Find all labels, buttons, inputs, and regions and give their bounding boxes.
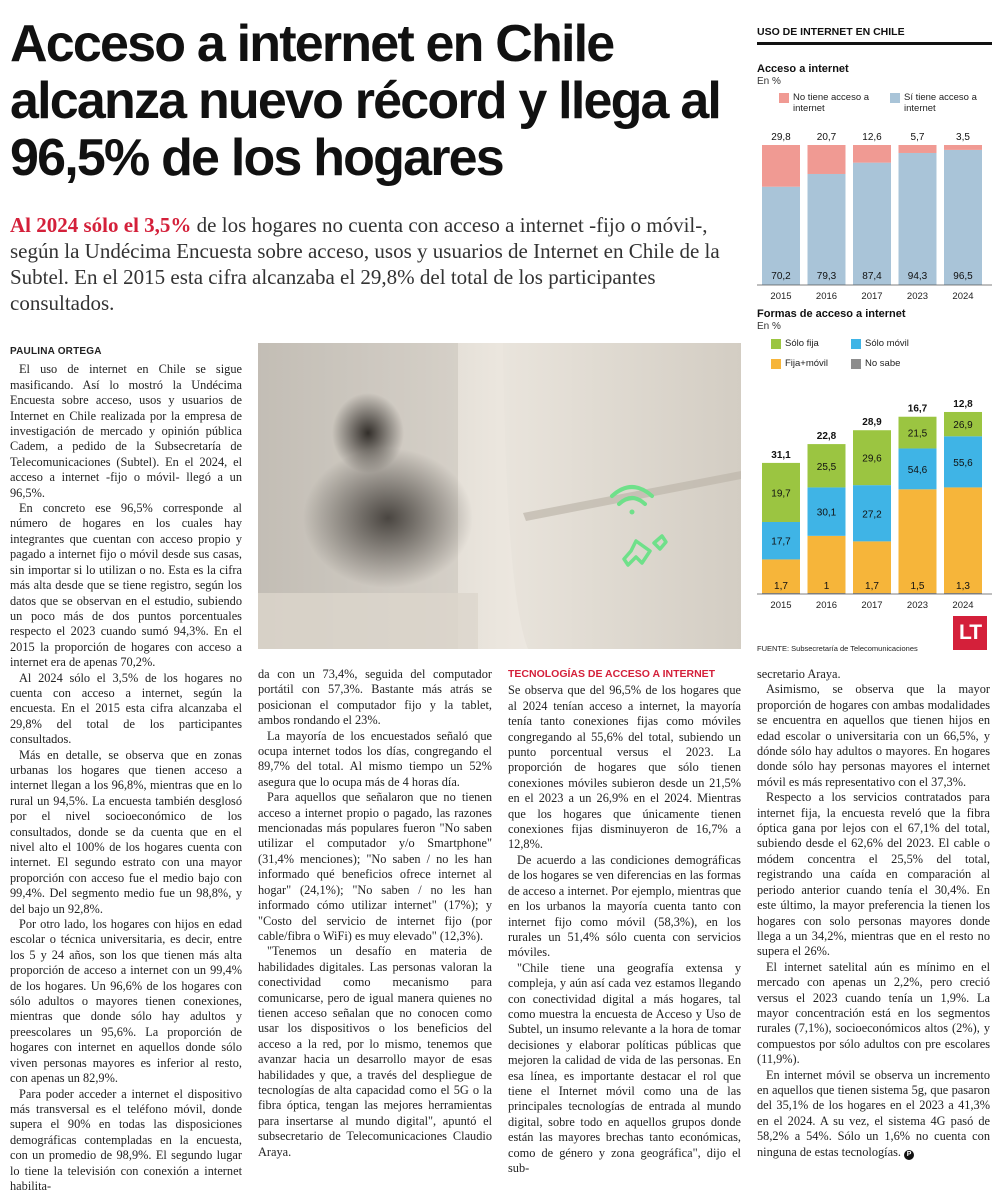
- data-label: 54,6: [908, 465, 928, 476]
- bar-segment-no-tiene-acceso: [808, 145, 846, 174]
- data-label: 1: [824, 581, 830, 592]
- bar-segment-si-tiene-acceso: [944, 150, 982, 285]
- legend-item: [779, 92, 874, 114]
- x-tick-label: 2023: [907, 600, 928, 611]
- bar-segment-no-tiene-acceso: [899, 145, 937, 153]
- paragraph: De acuerdo a las condiciones demográficas de los hogares se ven diferencias en las formas de acceso a internet. Por ejemplo, mientras que en los urbanos la mayoría cuenta tanto con internet fijo como móvil (58,3%), en los rurales un 51,4% sólo cuenta con servicios móviles.: [508, 853, 741, 961]
- chart-1-title: Acceso a internet: [757, 63, 849, 75]
- data-label: 31,1: [771, 450, 791, 461]
- data-label: 26,9: [953, 420, 973, 431]
- x-tick-label: 2016: [816, 600, 837, 611]
- x-tick-label: 2015: [770, 600, 791, 611]
- data-label: 12,6: [862, 132, 882, 143]
- paragraph-text: En internet móvil se observa un incremento en aquellos que tienen sistema 5g, que pasaron del 35,1% de los hogares en el 2023 a 41,3% en el 2024. A su vez, el sistema 4G pasó de 58,2% a 54%. Sólo un 1,6% no cuenta con ninguna de estas tecnologías.: [757, 1068, 990, 1159]
- x-tick-label: 2024: [952, 291, 973, 302]
- paragraph: secretario Araya.: [757, 667, 990, 682]
- paragraph: El internet satelital aún es mínimo en el mercado con apenas un 2,2%, pero creció versus el 2023 cuando tenía un 1,9%. La mayor concentración está en los segmentos rurales (7,1%), socioeconómicos altos (2%), y compuestos por sólo adultos con pre escolares (11,9%).: [757, 960, 990, 1068]
- paragraph: La mayoría de los encuestados señaló que ocupa internet todos los días, congregando el 89,7% del total. Al mismo tiempo un 52% asegura que lo ocupa más de 4 horas día.: [258, 729, 492, 791]
- chart-formas-acceso: [757, 372, 992, 612]
- data-label: 12,8: [953, 399, 973, 410]
- data-label: 28,9: [862, 417, 882, 428]
- paragraph: Más en detalle, se observa que en zonas urbanas los hogares que tienen acceso a internet llegan a los 96,8%, mientras que en lo rural un 94,5%. La encuesta también desglosó por el nivel socioeconómico de los consultados, donde se da cuenta que en el nivel alto el 100% de los hogares cuenta con internet. El segundo estrato con una mayor proporción con acceso fue el medio bajo con 99,4%. Del segmento medio fue un 98,8%, y del bajo un 92,8%.: [10, 748, 242, 917]
- legend-item: [851, 338, 909, 349]
- data-label: 5,7: [911, 132, 925, 143]
- legend-swatch: [851, 359, 861, 369]
- data-label: 87,4: [862, 271, 882, 282]
- paragraph: Asimismo, se observa que la mayor proporción de hogares con ambas modalidades se encuentra en aquellos que tienen hijos en edad escolar o universitaria con un 66,5%, y dónde sólo hay adultos o mayores. En hogares donde sólo hay personas mayores el internet móvil es más representativo con el 37,3%.: [757, 682, 990, 790]
- bar-segment-no-tiene-acceso: [944, 145, 982, 150]
- data-label: 29,8: [771, 132, 791, 143]
- bar-segment-si-tiene-acceso: [853, 163, 891, 285]
- data-label: 55,6: [953, 458, 973, 469]
- bar-segment-fija-móvil: [899, 489, 937, 593]
- chart-acceso-internet: [757, 120, 992, 305]
- source-note: FUENTE: Subsecretaría de Telecomunicaciones: [757, 644, 918, 653]
- body-column-4: [757, 667, 990, 1160]
- data-label: 20,7: [817, 132, 837, 143]
- paragraph: "Chile tiene una geografía extensa y compleja, y aún así cada vez estamos llegando con conectividad digital a más hogares, tal como muestra la encuesta de Acceso y Uso de Subtel, un insumo relevante a la hora de tomar decisiones y elaborar políticas públicas que mejoren la calidad de vida de las personas. En esa línea, es importante destacar el rol que tiene el Internet móvil como una de las principales tecnologías de entrada al mundo digital, sobre todo en aquellos grupos donde están las mayores brechas tanto económicas, como de género y zona geográfica", dijo el sub-: [508, 961, 741, 1177]
- paragraph: [757, 1068, 990, 1160]
- data-label: 1,7: [865, 581, 879, 592]
- legend-swatch: [851, 339, 861, 349]
- legend-label: No tiene acceso a internet: [793, 92, 874, 114]
- legend-swatch: [771, 359, 781, 369]
- paragraph: "Tenemos un desafío en materia de habilidades digitales. Las personas valoran la conectividad como mecanismo para comunicarse, pero de igual manera quienes no tienen acceso señalan que no conocen como usar los dispositivos o los beneficios del acceso a la red, por lo mismo, tenemos que avanzar hacia un desarrollo mayor de esas habilidades y que, a través del despliegue de tecnologías de alta capacidad como el 5G o la fibra óptica, tengan las mejores herramientas para insertarse al mundo digital", apuntó el subsecretario de Telecomunicaciones Claudio Araya.: [258, 944, 492, 1160]
- paragraph: Se observa que del 96,5% de los hogares que al 2024 tenían acceso a internet, la mayoría tenía tanto conexiones fijas como móviles congregando al 55,6% del total, subiendo un punto porcentual versus el 2023. La proporción de hogares que sólo tienen conexiones móviles subieron desde un 21,5% en el 2023 a un 26,9% en el 2024. Mientras que los hogares que únicamente tienen conexiones fijas disminuyeron de 16,7% a 12,8%.: [508, 683, 741, 852]
- chart-2-title: Formas de acceso a internet: [757, 308, 906, 320]
- lead-highlight: Al 2024 sólo el 3,5%: [10, 213, 191, 237]
- data-label: 16,7: [908, 404, 928, 415]
- legend-label: Sí tiene acceso a internet: [904, 92, 985, 114]
- data-label: 96,5: [953, 271, 973, 282]
- bar-segment-fija-móvil: [944, 487, 982, 593]
- data-label: 22,8: [817, 431, 837, 442]
- divider: [757, 42, 992, 45]
- data-label: 19,7: [771, 488, 791, 499]
- legend-item: [771, 358, 828, 369]
- data-label: 25,5: [817, 462, 837, 473]
- data-label: 70,2: [771, 271, 791, 282]
- body-column-2: [258, 667, 492, 1160]
- data-label: 27,2: [862, 509, 882, 520]
- chart-1-unit: En %: [757, 76, 781, 87]
- data-label: 17,7: [771, 537, 791, 548]
- paragraph: Por otro lado, los hogares con hijos en edad escolar o técnica universitaria, es decir, entre los 5 y 24 años, son los que tienen más alta proporción de acceso a internet con un 99,4% de los hogares. Un 96,6% de los hogares con sólo adultos o mayores tienen conexiones, mientras que donde sólo hay adultos y preescolares un 95,6%. La proporción de hogares con internet en aquellos donde sólo viven personas mayores es inferior al resto, con apenas un 82,9%.: [10, 917, 242, 1086]
- paragraph: Para aquellos que señalaron que no tienen acceso a internet propio o pagado, las razones mencionadas más populares fueron "No saben utilizar el computador y/o Smartphone" (31,4% menciones); "No saben / no les han informado qué beneficios ofrece internet al hogar" (24,1%); "No saben / no les han informado cómo utilizar internet" (17%); y "Costo del servicio de internet fijo (por cable/fibra o WiFi) es muy elevado" (12,3%).: [258, 790, 492, 944]
- legend-item: [890, 92, 985, 114]
- x-tick-label: 2024: [952, 600, 973, 611]
- legend-swatch: [890, 93, 900, 103]
- paragraph: da con un 73,4%, seguida del computador portátil con 57,3%. Bastante más atrás se posicionan el computador fijo y la tablet, ambos rondando el 23%.: [258, 667, 492, 729]
- section-heading: TECNOLOGÍAS DE ACCESO A INTERNET: [508, 667, 741, 682]
- infographic: [757, 20, 992, 660]
- data-label: 3,5: [956, 132, 970, 143]
- bar-segment-no-tiene-acceso: [762, 145, 800, 187]
- body-column-3: [508, 667, 741, 1176]
- data-label: 30,1: [817, 508, 837, 519]
- legend-label: No sabe: [865, 358, 900, 369]
- paragraph: Respecto a los servicios contratados para internet fija, la encuesta reveló que la fibra óptica gana por lejos con el 67,1% del total, subiendo desde el 62,6% del 2023. El cable o módem concentra el 25,5% del total, registrando una caída en comparación al periodo anterior cuando tenía el 30,4%. En este último, la mayor preferencia la tienen los hogares con solo personas mayores donde llega a un 34,2%, mientras que en el resto no supera el 26%.: [757, 790, 990, 959]
- legend-item: [771, 338, 819, 349]
- body-column-1: [10, 344, 242, 1194]
- data-label: 1,7: [774, 581, 788, 592]
- data-label: 21,5: [908, 429, 928, 440]
- x-tick-label: 2023: [907, 291, 928, 302]
- data-label: 1,5: [911, 581, 925, 592]
- legend-label: Fija+móvil: [785, 358, 828, 369]
- paragraph: El uso de internet en Chile se sigue masificando. Así lo mostró la Undécima Encuesta sobre acceso, usos y usuarios de Internet en Chile realizada por la empresa de investigación de mercado y opinión pública Cadem, a pedido de la Subsecretaría de Telecomunicaciones (Subtel). En el 2024, el acceso a internet -fijo o móvil- llegó a un 96,5%.: [10, 362, 242, 501]
- bar-segment-si-tiene-acceso: [899, 153, 937, 285]
- end-of-article-icon: P: [904, 1150, 914, 1160]
- router-photo: [258, 343, 741, 649]
- lead-paragraph: [10, 212, 730, 316]
- lt-logo: LT: [953, 616, 987, 650]
- paragraph: Al 2024 sólo el 3,5% de los hogares no cuenta con acceso a internet, según la encuesta. En el 2015 esta cifra alcanzaba el 29,8% del total de los participantes consultados.: [10, 671, 242, 748]
- headline: Acceso a internet en Chile alcanza nuevo récord y llega al 96,5% de los hogares: [10, 16, 730, 187]
- bar-segment-no-tiene-acceso: [853, 145, 891, 163]
- legend-label: Sólo fija: [785, 338, 819, 349]
- legend-label: Sólo móvil: [865, 338, 909, 349]
- infographic-title: USO DE INTERNET EN CHILE: [757, 26, 905, 38]
- lead-text: de los hogares no cuenta con acceso a internet -fijo o móvil-, según la Undécima Encuesta sobre acceso, usos y usuarios de Internet en Chile de la Subtel. En el 2015 esta cifra alcanzaba el 29,8% del total de los participantes consultados.: [10, 213, 720, 315]
- x-tick-label: 2017: [861, 291, 882, 302]
- chart-2-unit: En %: [757, 321, 781, 332]
- data-label: 29,6: [862, 454, 882, 465]
- x-tick-label: 2017: [861, 600, 882, 611]
- x-tick-label: 2015: [770, 291, 791, 302]
- bar-segment-si-tiene-acceso: [808, 174, 846, 285]
- legend-item: [851, 358, 900, 369]
- data-label: 79,3: [817, 271, 837, 282]
- x-tick-label: 2016: [816, 291, 837, 302]
- legend-swatch: [771, 339, 781, 349]
- legend-swatch: [779, 93, 789, 103]
- paragraph: En concreto ese 96,5% corresponde al número de hogares en los cuales hay integrantes que cuentan con acceso propio y pagado a internet fijo o móvil desde sus casas, sin importar si lo utilizan o no. Esta es la cifra más alta desde que se tiene registro, según los datos que se observan en el estudio, subiendo un poco más de dos puntos porcentuales respecto el 2023 cuando sumó 94,3%. En el 2015 la proporción de hogares con acceso a internet era de apenas 70,2%.: [10, 501, 242, 670]
- paragraph: Para poder acceder a internet el dispositivo más transversal es el teléfono móvil, donde supera el 90% en todas las disposiciones demográficas contempladas en la encuesta, con un promedio de 98,9%. El segundo lugar lo tiene la televisión con conexión a internet habilita-: [10, 1087, 242, 1194]
- data-label: 94,3: [908, 271, 928, 282]
- byline: PAULINA ORTEGA: [10, 344, 242, 359]
- data-label: 1,3: [956, 581, 970, 592]
